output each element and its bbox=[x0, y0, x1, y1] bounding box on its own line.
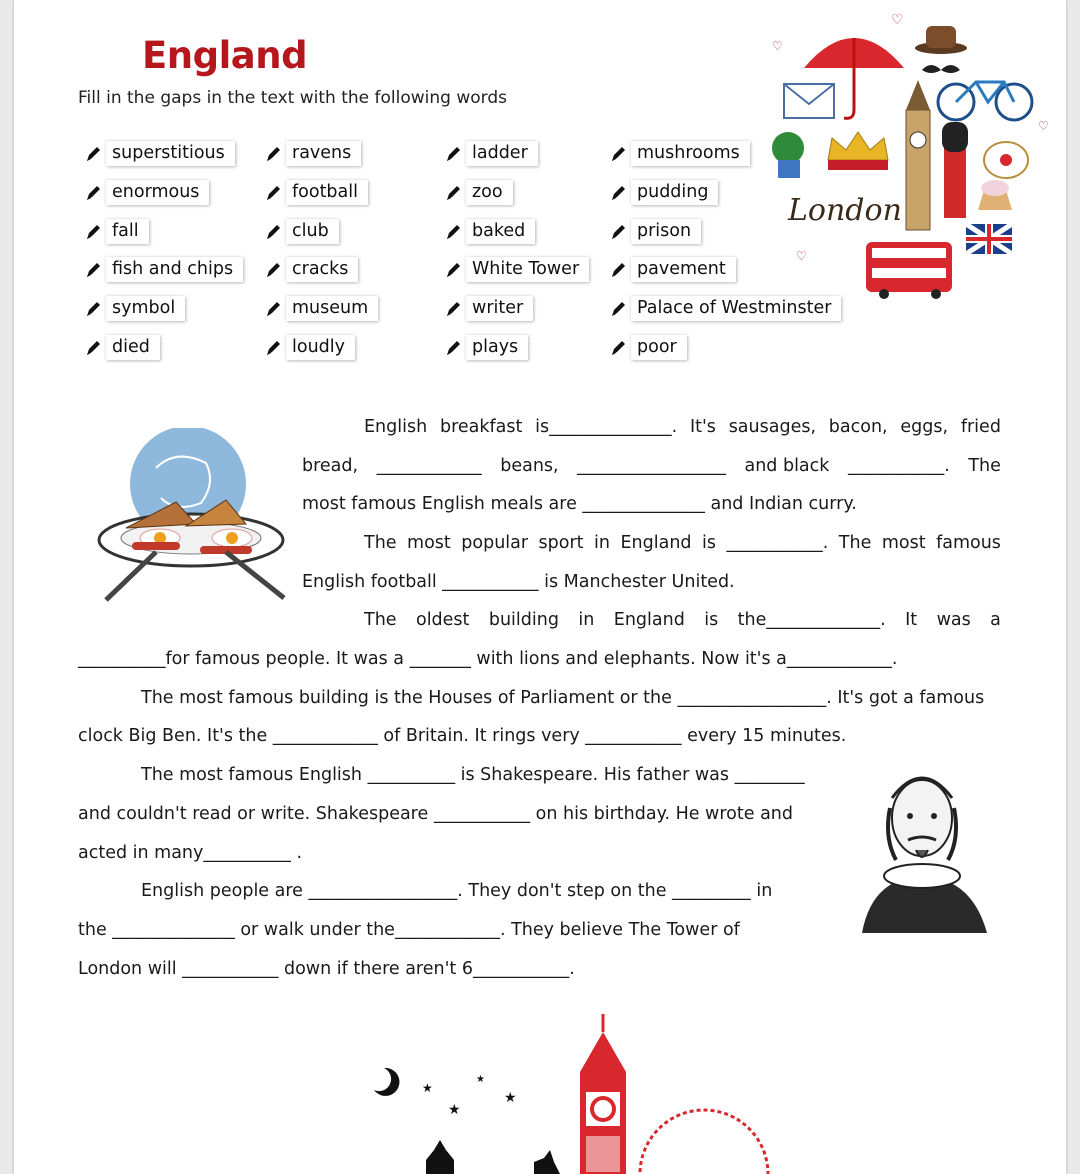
text-token: fried bbox=[960, 417, 1001, 437]
word-bank-word: Palace of Westminster bbox=[631, 296, 841, 321]
pen-icon bbox=[609, 261, 627, 279]
text-line-15 bbox=[78, 954, 575, 984]
word-bank-item bbox=[84, 218, 149, 245]
text-line-10 bbox=[141, 760, 805, 790]
text-token: It's bbox=[689, 417, 716, 437]
word-bank-word: pudding bbox=[631, 180, 718, 205]
pen-icon bbox=[609, 300, 627, 318]
text-token: popular bbox=[461, 533, 529, 553]
pen-icon bbox=[264, 223, 282, 241]
text-token: England bbox=[613, 610, 685, 630]
text-line-14 bbox=[78, 915, 740, 945]
svg-text:♡: ♡ bbox=[796, 249, 807, 263]
word-bank-word: ladder bbox=[466, 141, 538, 166]
text-token: eggs, bbox=[900, 417, 949, 437]
svg-text:★: ★ bbox=[504, 1089, 517, 1105]
svg-text:★: ★ bbox=[422, 1081, 433, 1095]
word-bank-word: club bbox=[286, 219, 339, 244]
text-token: acted in many__________ . bbox=[78, 843, 303, 863]
text-token: a bbox=[990, 610, 1001, 630]
text-token: The bbox=[364, 610, 397, 630]
text-token: The bbox=[968, 456, 1001, 476]
pen-icon bbox=[444, 184, 462, 202]
svg-text:★: ★ bbox=[448, 1101, 461, 1117]
text-token: English people are _________________. They don't step on the _________ in bbox=[141, 881, 773, 901]
pen-icon bbox=[264, 261, 282, 279]
text-line-7 bbox=[78, 644, 897, 674]
word-bank-item bbox=[444, 295, 533, 322]
text-token: was bbox=[936, 610, 971, 630]
page-title: England bbox=[142, 34, 308, 77]
word-bank-item bbox=[84, 334, 160, 361]
london-collage-text: London bbox=[788, 193, 902, 228]
word-bank-item bbox=[444, 334, 528, 361]
word-bank-word: plays bbox=[466, 335, 528, 360]
svg-text:♡: ♡ bbox=[772, 39, 783, 53]
word-bank-item bbox=[444, 256, 589, 283]
word-bank-item bbox=[609, 218, 701, 245]
word-bank-item bbox=[609, 256, 736, 283]
svg-text:♡: ♡ bbox=[891, 11, 904, 27]
text-line-11 bbox=[78, 799, 793, 829]
text-token: most famous English meals are ______________ and Indian curry. bbox=[302, 494, 857, 514]
text-token: clock Big Ben. It's the ____________ of Britain. It rings very ___________ every 15 minutes. bbox=[78, 726, 847, 746]
text-token: beans, bbox=[500, 456, 559, 476]
word-bank-word: enormous bbox=[106, 180, 209, 205]
worksheet-page bbox=[14, 0, 1066, 1174]
pen-icon bbox=[84, 184, 102, 202]
text-line-5 bbox=[302, 567, 735, 597]
word-bank-word: zoo bbox=[466, 180, 513, 205]
word-bank-word: football bbox=[286, 180, 368, 205]
word-bank-word: museum bbox=[286, 296, 378, 321]
text-token: the ______________ or walk under the____________. They believe The Tower of bbox=[78, 920, 740, 940]
text-token: most bbox=[881, 533, 926, 553]
word-bank-item bbox=[609, 179, 718, 206]
text-token: the_____________. bbox=[737, 610, 886, 630]
text-line-3 bbox=[302, 489, 857, 519]
word-bank-item bbox=[84, 140, 235, 167]
text-token: __________for famous people. It was a _______ with lions and elephants. Now it's a____________. bbox=[78, 649, 898, 669]
word-bank-word: symbol bbox=[106, 296, 185, 321]
word-bank-word: died bbox=[106, 335, 160, 360]
pen-icon bbox=[84, 145, 102, 163]
word-bank-item bbox=[264, 256, 358, 283]
word-bank-word: mushrooms bbox=[631, 141, 750, 166]
word-bank-word: prison bbox=[631, 219, 701, 244]
svg-text:★: ★ bbox=[476, 1074, 485, 1085]
text-line-1 bbox=[364, 412, 1001, 442]
pen-icon bbox=[264, 300, 282, 318]
pen-icon bbox=[84, 223, 102, 241]
pen-icon bbox=[609, 223, 627, 241]
text-token: bread, bbox=[302, 456, 359, 476]
pen-icon bbox=[444, 261, 462, 279]
text-token: and couldn't read or write. Shakespeare ___________ on his birthday. He wrote and bbox=[78, 804, 793, 824]
word-bank-item bbox=[444, 179, 513, 206]
word-bank-item bbox=[264, 295, 378, 322]
pen-icon bbox=[264, 339, 282, 357]
text-line-8 bbox=[141, 683, 984, 713]
pen-icon bbox=[609, 145, 627, 163]
text-token: is bbox=[702, 533, 716, 553]
text-token: English football ___________ is Manchester United. bbox=[302, 572, 735, 592]
london-collage-illustration bbox=[766, 10, 1056, 300]
text-token: most bbox=[407, 533, 451, 553]
pen-icon bbox=[609, 184, 627, 202]
word-bank-word: pavement bbox=[631, 257, 736, 282]
text-token: oldest bbox=[415, 610, 470, 630]
text-token: breakfast bbox=[439, 417, 523, 437]
pen-icon bbox=[444, 300, 462, 318]
text-line-2 bbox=[302, 451, 1001, 481]
word-bank-word: loudly bbox=[286, 335, 355, 360]
text-token: bacon, bbox=[828, 417, 888, 437]
word-bank-word: baked bbox=[466, 219, 535, 244]
word-bank-item bbox=[264, 140, 361, 167]
word-bank-item bbox=[444, 218, 535, 245]
word-bank-item bbox=[84, 179, 209, 206]
word-bank-word: superstitious bbox=[106, 141, 235, 166]
text-token: in bbox=[578, 610, 595, 630]
shakespeare-portrait-illustration bbox=[842, 758, 1002, 938]
word-bank-item bbox=[264, 179, 368, 206]
pen-icon bbox=[444, 145, 462, 163]
text-line-9 bbox=[78, 721, 846, 751]
word-bank-item bbox=[609, 140, 750, 167]
english-breakfast-illustration bbox=[96, 428, 296, 608]
text-token: is bbox=[704, 610, 719, 630]
word-bank-word: ravens bbox=[286, 141, 361, 166]
pen-icon bbox=[84, 261, 102, 279]
pen-icon bbox=[609, 339, 627, 357]
text-token: London will ___________ down if there aren't 6___________. bbox=[78, 959, 575, 979]
text-token: building bbox=[488, 610, 559, 630]
word-bank-item bbox=[444, 140, 538, 167]
text-line-13 bbox=[141, 876, 772, 906]
instruction-text: Fill in the gaps in the text with the following words bbox=[78, 88, 507, 108]
pen-icon bbox=[84, 300, 102, 318]
word-bank-item bbox=[264, 334, 355, 361]
text-token: The bbox=[838, 533, 872, 553]
word-bank-word: poor bbox=[631, 335, 687, 360]
text-token: ___________. bbox=[847, 456, 950, 476]
word-bank-item bbox=[84, 295, 185, 322]
text-token: in bbox=[594, 533, 610, 553]
text-token: The most famous English __________ is Shakespeare. His father was ________ bbox=[141, 765, 805, 785]
text-token: ____________ bbox=[376, 456, 482, 476]
text-token: English bbox=[364, 417, 428, 437]
pen-icon bbox=[444, 223, 462, 241]
word-bank-word: White Tower bbox=[466, 257, 589, 282]
text-token: England bbox=[620, 533, 692, 553]
text-token: _________________ bbox=[577, 456, 726, 476]
text-token: The bbox=[364, 533, 397, 553]
text-token: sausages, bbox=[728, 417, 817, 437]
pen-icon bbox=[84, 339, 102, 357]
text-token: ___________. bbox=[726, 533, 829, 553]
text-token: It bbox=[905, 610, 918, 630]
svg-text:♡: ♡ bbox=[1038, 119, 1049, 133]
pen-icon bbox=[264, 145, 282, 163]
text-token: and black bbox=[744, 456, 830, 476]
text-token: is______________. bbox=[535, 417, 678, 437]
text-token: sport bbox=[538, 533, 584, 553]
pen-icon bbox=[444, 339, 462, 357]
word-bank-word: fall bbox=[106, 219, 149, 244]
text-line-6 bbox=[364, 605, 1001, 635]
text-token: famous bbox=[936, 533, 1001, 553]
london-skyline-illustration bbox=[364, 1010, 784, 1174]
word-bank-word: cracks bbox=[286, 257, 358, 282]
word-bank-word: writer bbox=[466, 296, 533, 321]
pen-icon bbox=[264, 184, 282, 202]
word-bank-item bbox=[609, 334, 687, 361]
word-bank-item bbox=[84, 256, 243, 283]
text-token: The most famous building is the Houses of Parliament or the _________________. It's got a famous bbox=[141, 688, 985, 708]
text-line-12 bbox=[78, 838, 302, 868]
word-bank-item bbox=[264, 218, 339, 245]
text-line-4 bbox=[364, 528, 1001, 558]
word-bank-word: fish and chips bbox=[106, 257, 243, 282]
